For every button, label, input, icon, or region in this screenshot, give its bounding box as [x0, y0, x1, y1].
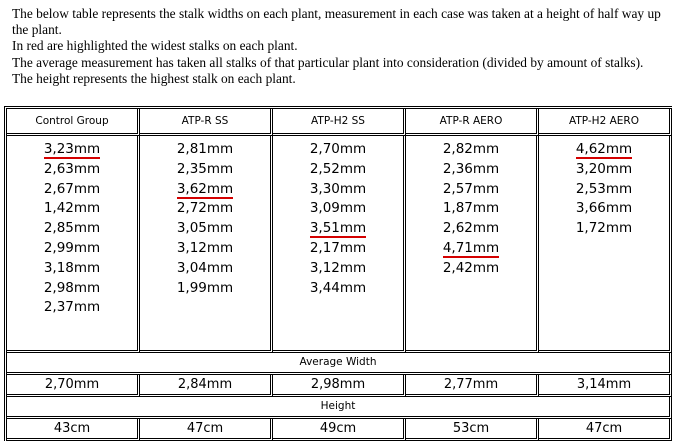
height-value: 47cm	[140, 419, 273, 441]
value-text: 2,37mm	[43, 299, 101, 316]
stalk-width-value	[539, 219, 669, 239]
stalk-width-value	[140, 140, 270, 160]
value-text: 3,23mm	[43, 141, 101, 157]
column-header: ATP-R AERO	[406, 109, 539, 136]
height-value: 43cm	[7, 419, 140, 441]
column-header: ATP-H2 SS	[273, 109, 406, 136]
stalk-width-value	[273, 140, 403, 160]
measurement-cell	[273, 136, 406, 353]
measurement-list	[273, 136, 403, 298]
value-text: 3,18mm	[43, 259, 101, 276]
value-text: 2,72mm	[176, 200, 234, 217]
intro-line: In red are highlighted the widest stalks on each plant.	[12, 38, 298, 54]
stalk-width-value	[7, 180, 137, 200]
value-text: 1,87mm	[442, 200, 500, 217]
value-text: 2,98mm	[43, 279, 101, 296]
measurement-cell	[406, 136, 539, 353]
stalk-width-value	[273, 180, 403, 200]
value-text: 3,51mm	[309, 220, 367, 237]
measurement-cell	[140, 136, 273, 353]
stalk-width-value	[7, 259, 137, 279]
value-text: 4,71mm	[442, 239, 500, 256]
value-text: 4,62mm	[575, 141, 633, 157]
value-text: 2,82mm	[442, 141, 500, 157]
stalk-width-value	[406, 180, 536, 200]
value-text: 1,99mm	[176, 279, 234, 296]
stalk-width-value	[539, 199, 669, 219]
value-text: 2,52mm	[309, 160, 367, 177]
average-value: 3,14mm	[539, 375, 672, 397]
height-value: 47cm	[539, 419, 672, 441]
value-text: 1,42mm	[43, 200, 101, 217]
average-row	[7, 375, 672, 397]
height-label-row	[7, 397, 672, 419]
stalk-width-value	[140, 239, 270, 259]
stalk-width-value	[7, 219, 137, 239]
widest-stalk-value	[140, 180, 270, 200]
value-text: 1,72mm	[575, 220, 633, 237]
value-text: 3,12mm	[176, 239, 234, 256]
value-text: 2,42mm	[442, 259, 500, 276]
column-header: Control Group	[7, 109, 140, 136]
stalk-width-value	[406, 199, 536, 219]
measurement-list	[140, 136, 270, 298]
value-text: 2,17mm	[309, 239, 367, 256]
stalk-width-value	[406, 140, 536, 160]
stalk-width-value	[273, 199, 403, 219]
widest-stalk-value	[406, 239, 536, 259]
intro-line: The below table represents the stalk widths on each plant, measurement in each case was taken at a height of half way up the plant.	[12, 6, 661, 38]
measurement-list	[406, 136, 536, 279]
stalk-width-value	[406, 259, 536, 279]
widest-stalk-value	[539, 140, 669, 160]
value-text: 3,20mm	[575, 160, 633, 177]
value-text: 2,36mm	[442, 160, 500, 177]
value-text: 2,63mm	[43, 160, 101, 177]
average-value: 2,77mm	[406, 375, 539, 397]
value-text: 3,09mm	[309, 200, 367, 217]
stalk-width-value	[7, 199, 137, 219]
height-label: Height	[7, 397, 672, 419]
column-header: ATP-R SS	[140, 109, 273, 136]
intro-text	[12, 6, 667, 87]
column-header: ATP-H2 AERO	[539, 109, 672, 136]
widest-stalk-value	[273, 219, 403, 239]
value-text: 2,70mm	[309, 141, 367, 157]
stalk-width-value	[539, 160, 669, 180]
value-text: 2,99mm	[43, 239, 101, 256]
stalk-width-value	[7, 160, 137, 180]
height-row	[7, 419, 672, 441]
value-text: 2,53mm	[575, 180, 633, 197]
value-text: 2,67mm	[43, 180, 101, 197]
intro-line: The average measurement has taken all stalks of that particular plant into consideration (divided by amount of stalks).	[12, 54, 644, 70]
value-text: 2,81mm	[176, 141, 234, 157]
value-text: 3,62mm	[176, 180, 234, 197]
widest-stalk-value	[7, 140, 137, 160]
stalk-width-value	[7, 239, 137, 259]
stalk-width-value	[273, 239, 403, 259]
average-value: 2,84mm	[140, 375, 273, 397]
measurement-cell	[539, 136, 672, 353]
stalk-width-value	[140, 259, 270, 279]
measurements-row	[7, 136, 672, 353]
average-value: 2,98mm	[273, 375, 406, 397]
measurement-list	[539, 136, 669, 239]
stalk-width-value	[140, 219, 270, 239]
value-text: 2,35mm	[176, 160, 234, 177]
stalk-width-value	[273, 160, 403, 180]
stalk-width-value	[7, 279, 137, 299]
stalk-width-value	[7, 298, 137, 318]
stalk-width-value	[140, 199, 270, 219]
stalk-width-value	[406, 160, 536, 180]
stalk-width-value	[140, 279, 270, 299]
value-text: 3,66mm	[575, 200, 633, 217]
measurement-cell	[7, 136, 140, 353]
height-value: 53cm	[406, 419, 539, 441]
stalk-width-value	[273, 279, 403, 299]
stalk-width-value	[406, 219, 536, 239]
value-text: 3,12mm	[309, 259, 367, 276]
header-row	[7, 109, 672, 136]
value-text: 3,05mm	[176, 220, 234, 237]
value-text: 2,62mm	[442, 220, 500, 237]
stalk-width-value	[140, 160, 270, 180]
average-width-label: Average Width	[7, 353, 672, 375]
measurement-list	[7, 136, 137, 318]
intro-line: The height represents the highest stalk on each plant.	[12, 70, 296, 86]
value-text: 3,30mm	[309, 180, 367, 197]
average-label-row	[7, 353, 672, 375]
value-text: 3,04mm	[176, 259, 234, 276]
value-text: 3,44mm	[309, 279, 367, 296]
stalk-width-table	[4, 106, 672, 441]
height-value: 49cm	[273, 419, 406, 441]
stalk-width-value	[539, 180, 669, 200]
stalk-width-value	[273, 259, 403, 279]
value-text: 2,57mm	[442, 180, 500, 197]
average-value: 2,70mm	[7, 375, 140, 397]
value-text: 2,85mm	[43, 220, 101, 237]
